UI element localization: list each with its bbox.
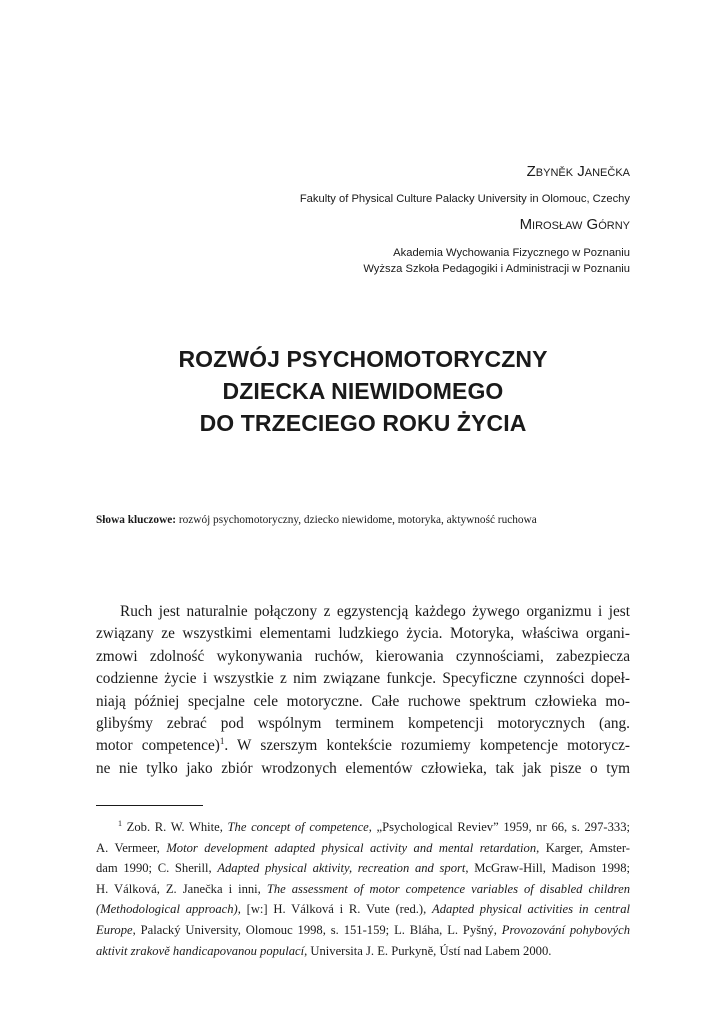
keywords-text: rozwój psychomotoryczny, dziecko niewidome, motoryka, aktywność ruchowa [178,514,537,526]
body-line: Ruch jest naturalnie połączony z egzystencją każdego żywego organizmu i jest [120,603,630,620]
title-line: ROZWÓJ PSYCHOMOTORYCZNY [178,346,548,372]
footnote-line: dam 1990; C. Sherill, Adapted physical aktivity, recreation and sport, McGraw-Hill, Madison 1998; [96,861,630,876]
footnote-line: aktivit zrakově handicapovanou populací, Universita J. E. Purkyně, Ústí nad Labem 2000. [96,943,552,958]
body-line: motor competence)$^1$. W szerszym kontekście rozumiemy kompetencje motorycz- [96,736,630,755]
footnote-divider [96,805,203,806]
body-line: glibyśmy zebrać pod wspólnym terminem kompetencji motorycznych (ang. [96,714,630,732]
footnote-line: (Methodological approach), [w:] H. Válková i R. Vute (red.), Adapted physical activities in central [96,902,630,917]
footnote [96,817,630,961]
author-affiliation-1: Fakulty of Physical Culture Palacky University in Olomouc, Czechy [299,193,630,205]
title-line: DO TRZECIEGO ROKU ŻYCIA [199,410,527,436]
footnote-line: Europe, Palacký University, Olomouc 1998, s. 151-159; L. Bláha, L. Pyšný, Provozování pohybových [96,922,630,937]
body-line: niają później specjalne cele motoryczne. Całe ruchowe spektrum człowieka mo- [96,692,630,710]
body-line: codzienne życie i wszystkie z nim związane funkcje. Specyficzne czynności dopeł- [96,670,630,688]
body-line: ne nie tylko jako zbiór wrodzonych elementów człowieka, tak jak pisze o tym [96,759,630,777]
keywords [96,514,630,526]
footnote-ref[interactable]: 1 [219,736,225,747]
author-affiliation-2: Akademia Wychowania Fizycznego w Poznaniu Wyższa Szkoła Pedagogiki i Administracji w Poznaniu [363,247,630,275]
article-title [96,343,630,439]
footnote-number: 1 [118,818,122,828]
body-line: zmowi zdolność wykonywania ruchów, kierowania czynnościami, zabezpiecza [96,647,630,665]
title-line: DZIECKA NIEWIDOMEGO [222,378,504,404]
footnote-line: A. Vermeer, Motor development adapted physical activity and mental retardation, Karger, Amster- [96,840,630,855]
author-name-2: Mirosław Górny [519,216,630,233]
footnote-line: H. Válková, Z. Janečka i inni, The assessment of motor competence variables of disabled children [96,881,630,896]
keywords-label: Słowa kluczowe: [96,514,177,526]
footnote-line: $^1$ Zob. R. W. White, The concept of competence, „Psychological Reviev” 1959, nr 66, s. 297-333; [118,818,630,834]
body-paragraph [96,601,630,780]
author-name-1: Zbyněk Janečka [526,163,630,180]
body-line: związany ze wszystkimi elementami ludzkiego życia. Motoryka, właściwa organi- [96,625,630,643]
